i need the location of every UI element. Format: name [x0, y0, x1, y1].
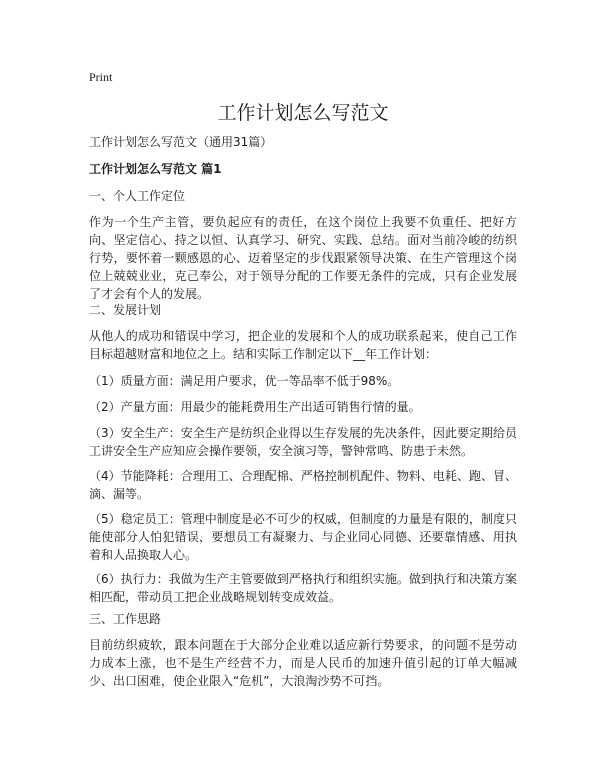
paragraph-quality: （1）质量方面：满足用户要求，优一等品率不低于98%。	[89, 374, 400, 388]
paragraph-development-intro: 从他人的成功和错误中学习，把企业的发展和个人的成功联系起来，使自己工作目标超越财富和地位之上。结和实际工作制定以下__年工作计划：	[89, 329, 517, 361]
heading-work-ideas: 三、工作思路	[89, 612, 162, 626]
paragraph-energy-saving: （4）节能降耗：合理用工、合理配棉、严格控制机配件、物料、电耗、跑、冒、滴、漏等。	[89, 469, 517, 501]
paragraph-work-ideas: 目前纺织疲软，跟本问题在于大部分企业难以适应新行势要求，的问题不是劳动力成本上涨，也不是生产经营不力，而是人民币的加速升值引起的订单大幅减少、出口困难，使企业限入“危机”，大浪淘沙势不可挡。	[89, 638, 517, 688]
print-link[interactable]: Print	[89, 70, 113, 84]
heading-personal-position: 一、个人工作定位	[89, 189, 186, 203]
section-title: 工作计划怎么写范文 篇1	[89, 162, 222, 176]
paragraph-staff-stability: （5）稳定员工：管理中制度是必不可少的权威，但制度的力量是有限的，制度只能使部分人怕犯错误，要想员工有凝聚力、与企业同心同德、还要靠情感、用执着和人品换取人心。	[89, 512, 517, 562]
paragraph-position: 作为一个生产主管，要负起应有的责任，在这个岗位上我要不负重任、把好方向、坚定信心、持之以恒、认真学习、研究、实践、总结。面对当前冷峻的纺织行势，要怀着一颗感恩的心、迈着坚定的步伐跟紧领导决策、在生产管理这个岗位上兢兢业业，克己奉公，对于领导分配的工作要无条件的完成，只有企业发展了才会有个人的发展。	[89, 215, 517, 301]
page-title: 工作计划怎么写范文	[217, 102, 389, 124]
document-subtitle: 工作计划怎么写范文（通用31篇）	[89, 135, 273, 149]
heading-development-plan: 二、发展计划	[89, 303, 162, 317]
paragraph-output: （2）产量方面：用最少的能耗费用生产出适可销售行情的量。	[89, 400, 421, 414]
paragraph-safety: （3）安全生产：安全生产是纺织企业得以生存发展的先决条件，因此要定期给员工讲安全生产应知应会操作要领，安全演习等，警钟常鸣、防患于未然。	[89, 426, 517, 458]
paragraph-execution: （6）执行力：我做为生产主管要做到严格执行和组织实施。做到执行和决策方案相匹配，带动员工把企业战略规划转变成效益。	[89, 572, 517, 604]
